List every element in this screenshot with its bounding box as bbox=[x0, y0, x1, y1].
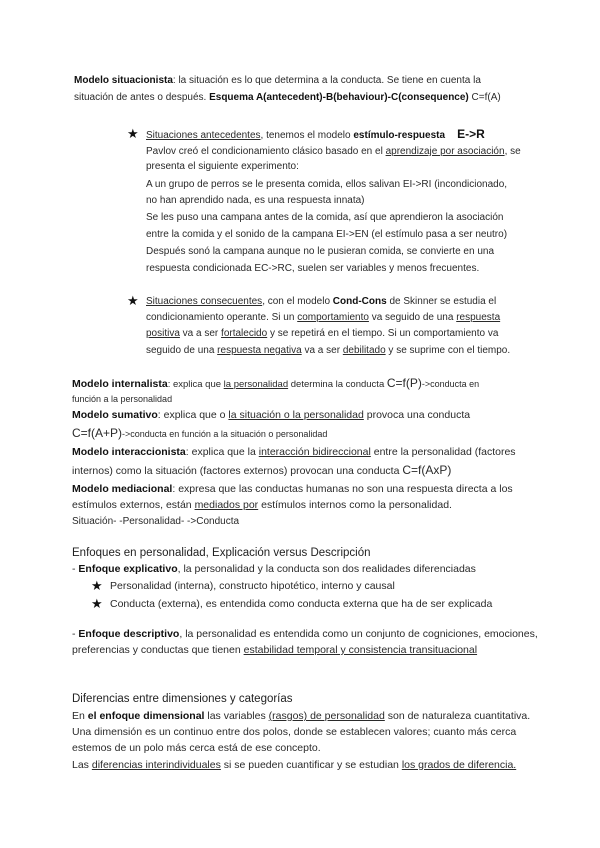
situacionista-line-2: situación de antes o después. Esquema A(antecedent)-B(behaviour)-C(consequence) C=f(A) bbox=[74, 92, 501, 103]
diferencias-line-4: Las diferencias interindividuales si se pueden cuantificar y se estudian los grados de diferencia. bbox=[72, 759, 517, 771]
antecedentes-line-9: respuesta condicionada EC->RC, suelen ser variables y menos frecuentes. bbox=[146, 263, 480, 274]
internalista-line-1: Modelo internalista: explica que la personalidad determina la conducta C=f(P)->conducta en bbox=[72, 376, 480, 390]
explicativo-sub-1: Personalidad (interna), constructo hipotético, interno y causal bbox=[110, 580, 395, 592]
internalista-line-2: función a la personalidad bbox=[72, 394, 173, 404]
interaccionista-line-2: internos) como la situación (factores externos) provocan una conducta C=f(AxP) bbox=[72, 463, 452, 477]
star-bullet-icon: ★ bbox=[91, 578, 103, 593]
star-bullet-icon: ★ bbox=[91, 596, 103, 611]
diferencias-line-3: estemos de un polo más cerca está de ese concepto. bbox=[72, 742, 321, 754]
mediacional-line-2: estímulos externos, están mediados por estímulos internos como la personalidad. bbox=[72, 499, 452, 511]
situacionista-line-1: Modelo situacionista: la situación es lo que determina a la conducta. Se tiene en cuenta la bbox=[74, 75, 481, 86]
consecuentes-line-2: condicionamiento operante. Si un comportamiento va seguido de una respuesta bbox=[146, 312, 501, 323]
antecedentes-line-8: Después sonó la campana aunque no le pusieran comida, se convierte en una bbox=[146, 246, 495, 257]
antecedentes-line-2: Pavlov creó el condicionamiento clásico basado en el aprendizaje por asociación, se bbox=[146, 146, 521, 157]
antecedentes-line-1: Situaciones antecedentes, tenemos el modelo estímulo-respuesta E->R bbox=[146, 127, 485, 141]
antecedentes-line-5: no han aprendido nada, es una respuesta innata) bbox=[146, 195, 365, 206]
consecuentes-line-4: seguido de una respuesta negativa va a ser debilitado y se suprime con el tiempo. bbox=[146, 345, 511, 356]
sumativo-line-2: C=f(A+P)->conducta en función a la situación o personalidad bbox=[72, 426, 328, 440]
consecuentes-line-1: Situaciones consecuentes, con el modelo Cond-Cons de Skinner se estudia el bbox=[146, 296, 497, 307]
mediacional-line-3: Situación- -Personalidad- ->Conducta bbox=[72, 516, 240, 527]
antecedentes-line-7: entre la comida y el sonido de la campana EI->EN (el estímulo pasa a ser neutro) bbox=[146, 229, 508, 240]
esquema-abc: Esquema A(antecedent)-B(behaviour)-C(consequence) bbox=[209, 92, 469, 103]
mediacional-line-1: Modelo mediacional: expresa que las conductas humanas no son una respuesta directa a los bbox=[72, 483, 513, 495]
enfoques-heading: Enfoques en personalidad, Explicación versus Descripción bbox=[72, 547, 371, 559]
explicativo-sub-2: Conducta (externa), es entendida como conducta externa que ha de ser explicada bbox=[110, 598, 493, 610]
enfoque-explicativo-line: - Enfoque explicativo, la personalidad y la conducta son dos realidades diferenciadas bbox=[72, 563, 476, 575]
enfoque-descriptivo-line-1: - Enfoque descriptivo, la personalidad es entendida como un conjunto de cogniciones, emociones, bbox=[72, 628, 538, 640]
star-bullet-icon: ★ bbox=[127, 126, 139, 141]
consecuentes-line-3: positiva va a ser fortalecido y se repetirá en el tiempo. Si un comportamiento va bbox=[146, 328, 499, 339]
antecedentes-line-6: Se les puso una campana antes de la comida, así que aprendieron la asociación bbox=[146, 212, 504, 223]
diferencias-line-1: En el enfoque dimensional las variables (rasgos) de personalidad son de naturaleza cuantitativa. bbox=[72, 710, 531, 722]
antecedentes-line-3: presenta el siguiente experimento: bbox=[146, 161, 299, 172]
enfoque-descriptivo-line-2: preferencias y conductas que tienen estabilidad temporal y consistencia transituacional bbox=[72, 644, 478, 656]
interaccionista-line-1: Modelo interaccionista: explica que la interacción bidireccional entre la personalidad (factores bbox=[72, 446, 516, 458]
antecedentes-line-4: A un grupo de perros se le presenta comida, ellos salivan EI->RI (incondicionado, bbox=[146, 179, 508, 190]
sumativo-line-1: Modelo sumativo: explica que o la situación o la personalidad provoca una conducta bbox=[72, 409, 471, 421]
situacionista-title: Modelo situacionista bbox=[74, 75, 173, 86]
star-bullet-icon: ★ bbox=[127, 293, 139, 308]
diferencias-line-2: Una dimensión es un continuo entre dos polos, donde se establecen valores; cuanto más cerca bbox=[72, 726, 517, 738]
diferencias-heading: Diferencias entre dimensiones y categorías bbox=[72, 693, 293, 705]
